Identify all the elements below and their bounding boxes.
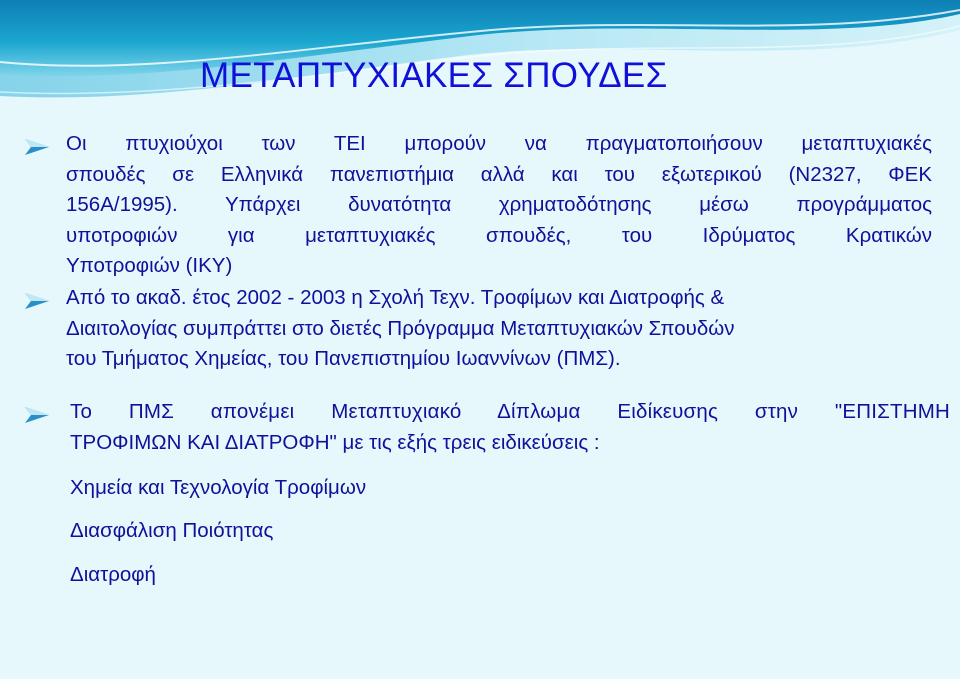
- bullet-paragraph-program: [66, 283, 926, 375]
- arrow-bullet-icon: [24, 405, 50, 425]
- text-line: Οι πτυχιούχοι των ΤΕΙ μπορούν να πραγματοποιήσουν μεταπτυχιακές: [66, 132, 932, 155]
- text-line: Από το ακαδ. έτος 2002 - 2003 η Σχολή Τεχν. Τροφίμων και Διατροφής &: [66, 286, 725, 309]
- specialization-item: Διασφάλιση Ποιότητας: [70, 519, 274, 542]
- text-line: σπουδές σε Ελληνικά πανεπιστήμια αλλά και του εξωτερικού (Ν2327, ΦΕΚ: [66, 162, 932, 186]
- text-line: Το ΠΜΣ απονέμει Μεταπτυχιακό Δίπλωμα Ειδίκευσης στην "ΕΠΙΣΤΗΜΗ: [70, 400, 950, 423]
- text-line: υποτροφιών για μεταπτυχιακές σπουδές, του Ιδρύματος Κρατικών: [66, 223, 932, 247]
- text-line: ΤΡΟΦΙΜΩΝ ΚΑΙ ΔΙΑΤΡΟΦΗ" με τις εξής τρεις ειδικεύσεις :: [70, 430, 600, 454]
- bullet-paragraph-diploma: [70, 397, 950, 458]
- text-line: Διαιτολογίας συμπράττει στο διετές Πρόγραμμα Μεταπτυχιακών Σπουδών: [66, 316, 735, 340]
- bullet-paragraph-graduates: [66, 129, 932, 282]
- arrow-bullet-icon: [24, 291, 50, 311]
- text-line: του Τμήματος Χημείας, του Πανεπιστημίου Ιωαννίνων (ΠΜΣ).: [66, 347, 621, 370]
- specialization-item: Χημεία και Τεχνολογία Τροφίμων: [70, 476, 367, 499]
- specialization-item: Διατροφή: [70, 563, 156, 586]
- text-line: 156Α/1995). Υπάρχει δυνατότητα χρηματοδότησης μέσω προγράμματος: [66, 193, 932, 216]
- arrow-bullet-icon: [24, 137, 50, 157]
- text-line: Υποτροφιών (ΙΚΥ): [66, 254, 233, 277]
- slide-title: ΜΕΤΑΠΤΥΧΙΑΚΕΣ ΣΠΟΥΔΕΣ: [200, 56, 668, 95]
